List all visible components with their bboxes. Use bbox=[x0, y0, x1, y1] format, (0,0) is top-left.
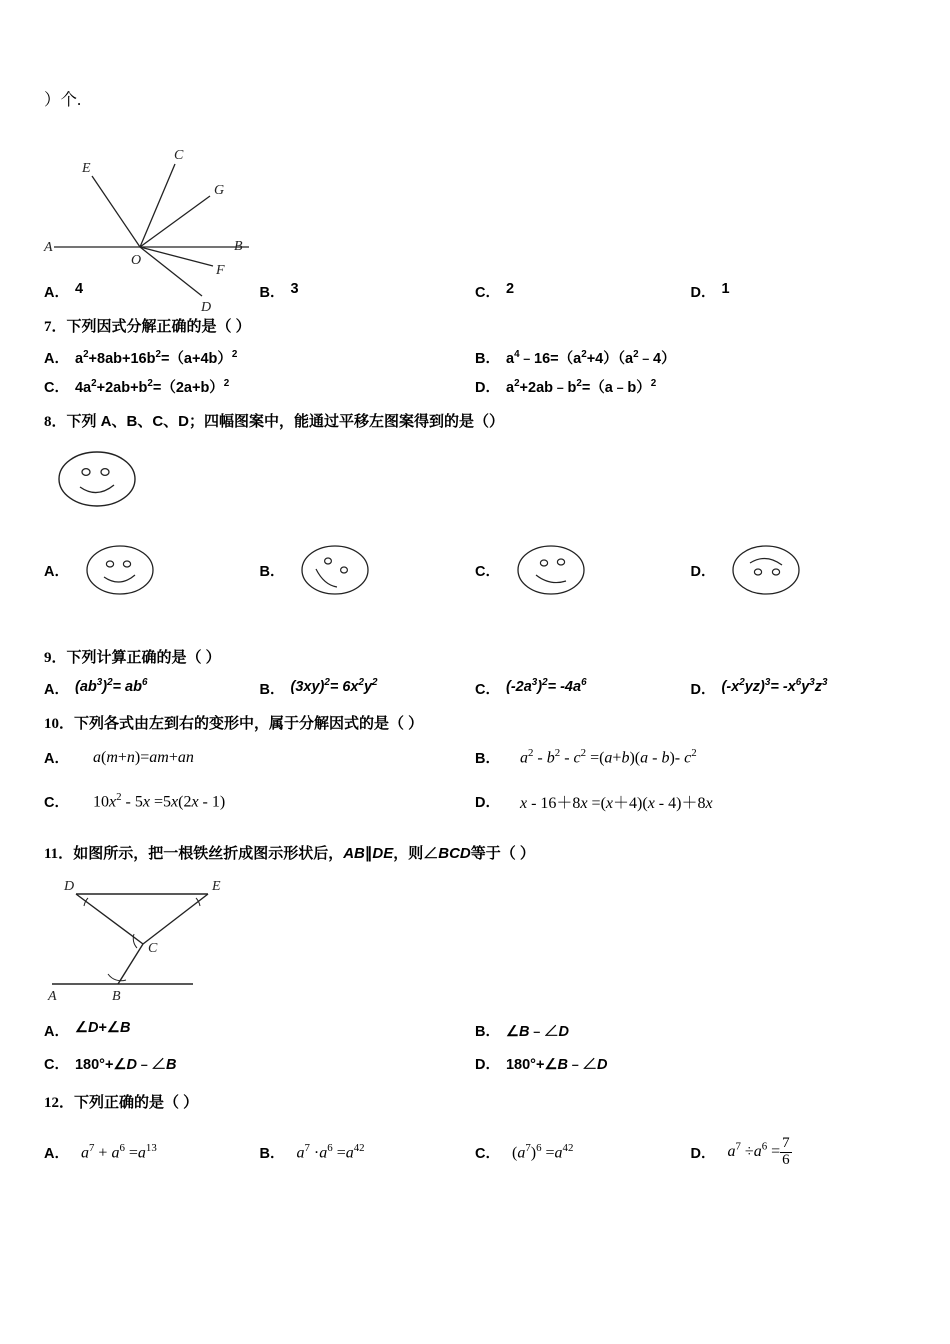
q11-option-a-text: ∠D+∠B bbox=[74, 1019, 131, 1036]
q10-option-c[interactable] bbox=[44, 791, 475, 812]
q10-option-d[interactable] bbox=[475, 790, 906, 813]
q10-number: 10． bbox=[44, 715, 75, 732]
q8-stem-text: 下列 A、B、C、D；四幅图案中，能通过平移左图案得到的是（） bbox=[66, 412, 505, 430]
q7-option-c-text: $4a^2+2ab+b^2=(2a+b)^2$ bbox=[74, 377, 230, 396]
q9-option-d[interactable] bbox=[691, 678, 907, 699]
q12-option-a[interactable] bbox=[44, 1142, 260, 1163]
smiley-b-icon bbox=[292, 537, 378, 603]
q9-option-d-text: $(-x^2yz)^3= -x^6y^3z^3$ bbox=[721, 677, 828, 696]
q11-option-c-text: 180°+∠D﹣∠B bbox=[74, 1056, 177, 1073]
q8-number: 8． bbox=[44, 413, 67, 430]
svg-text:E: E bbox=[212, 878, 221, 894]
svg-text:C: C bbox=[174, 148, 184, 163]
q12-option-c[interactable] bbox=[475, 1142, 691, 1163]
q9-option-b-label: B． bbox=[259, 681, 285, 698]
q9-option-b[interactable] bbox=[260, 678, 476, 699]
q8-reference-smiley bbox=[44, 441, 906, 519]
smiley-a-icon bbox=[77, 537, 163, 603]
q12-option-c-label: C． bbox=[475, 1145, 500, 1162]
q11-stem-text: 如图所示，把一根铁丝折成图示形状后，AB∥DE，则∠BCD等于（ ） bbox=[73, 845, 535, 862]
q6-option-b-text: 3 bbox=[290, 281, 299, 297]
svg-text:A: A bbox=[44, 240, 53, 255]
q12-fraction-numerator: 7 bbox=[782, 1135, 790, 1151]
svg-text:D: D bbox=[64, 878, 75, 894]
q8-option-d-label: D． bbox=[690, 563, 716, 580]
q11-option-b-label: B． bbox=[475, 1023, 500, 1040]
q6-option-a-label: A． bbox=[44, 285, 69, 301]
q12-fraction-denominator: 6 bbox=[782, 1151, 790, 1168]
q12-option-b-label: B． bbox=[259, 1145, 285, 1162]
q9-option-b-text: $(3xy)^2= 6x^2y^2$ bbox=[290, 677, 378, 696]
q11-number: 11． bbox=[44, 846, 74, 862]
q7-option-c[interactable] bbox=[44, 376, 475, 397]
exam-content bbox=[44, 86, 906, 1169]
q8-option-a[interactable] bbox=[44, 537, 260, 603]
q11-option-d[interactable] bbox=[475, 1053, 906, 1074]
q10-option-d-text: x - 16＋8x =(x＋4)(x - 4)＋8x bbox=[519, 795, 713, 812]
svg-text:C: C bbox=[148, 940, 158, 956]
q11-options-row1 bbox=[44, 1020, 906, 1041]
q6-option-c-label: C． bbox=[475, 285, 500, 301]
q12-option-c-text: $(a^7)^6 =a^{42}$ bbox=[511, 1142, 574, 1162]
q6-option-b-label: B． bbox=[259, 285, 285, 301]
q7-number: 7． bbox=[44, 319, 67, 335]
q8-option-b[interactable] bbox=[260, 537, 476, 603]
q12-option-b[interactable] bbox=[260, 1142, 476, 1163]
q6-option-a-text: 4 bbox=[74, 281, 84, 297]
q10-stem bbox=[44, 713, 906, 736]
q9-option-c[interactable] bbox=[475, 678, 691, 699]
q10-option-b-label: B． bbox=[475, 751, 500, 767]
q11-option-b[interactable] bbox=[475, 1020, 906, 1041]
q9-stem bbox=[44, 647, 906, 670]
q12-stem-text: 下列正确的是（ ） bbox=[74, 1093, 199, 1111]
q9-option-c-label: C． bbox=[475, 681, 500, 698]
q10-option-a[interactable] bbox=[44, 747, 475, 768]
q10-option-d-label: D． bbox=[475, 795, 500, 811]
q7-option-d-label: D． bbox=[475, 379, 500, 396]
q12-number: 12． bbox=[44, 1094, 75, 1111]
q12-option-b-text: $a^7 \cdot a^6 =a^{42}$ bbox=[296, 1142, 365, 1162]
q10-option-b[interactable] bbox=[475, 747, 906, 768]
q10-options-row2 bbox=[44, 790, 906, 813]
q8-option-c-label: C． bbox=[475, 563, 500, 580]
smiley-c-icon bbox=[508, 537, 594, 603]
svg-text:B: B bbox=[112, 988, 121, 1004]
q7-option-a-label: A． bbox=[44, 350, 69, 367]
svg-text:D: D bbox=[201, 300, 212, 315]
angle-rays-figure bbox=[44, 114, 906, 315]
q10-option-b-text: $a^2 - b^2 - c^2 =(a+b)(a - b)-$ $c^2$ bbox=[519, 747, 697, 767]
q9-stem-text: 下列计算正确的是（ ） bbox=[66, 649, 221, 666]
q7-option-c-label: C． bbox=[44, 379, 69, 396]
q11-option-c[interactable] bbox=[44, 1053, 475, 1074]
q7-option-b-text: $a^4﹣16=(a^2+4)(a^2﹣4)$ bbox=[505, 348, 676, 367]
q12-option-a-text: $a^7 + a^6 =a^{13}$ bbox=[80, 1142, 157, 1162]
q11-option-a-label: A． bbox=[44, 1023, 69, 1040]
q7-options-row2 bbox=[44, 376, 906, 397]
q8-option-d[interactable] bbox=[691, 537, 907, 603]
smiley-d-icon bbox=[723, 537, 809, 603]
bent-wire-figure bbox=[44, 876, 906, 1006]
q10-option-c-label: C． bbox=[44, 795, 69, 811]
q11-option-a[interactable] bbox=[44, 1020, 475, 1041]
q8-options bbox=[44, 537, 906, 603]
q12-option-d-text: $a^7 \div a^6$ = $\frac{7}{6}$ bbox=[727, 1135, 790, 1168]
q11-option-b-text: ∠B﹣∠D bbox=[505, 1023, 569, 1040]
q11-option-c-label: C． bbox=[44, 1056, 69, 1073]
q9-option-c-text: $(-2a^3)^2= -4a^6$ bbox=[505, 677, 587, 696]
q10-option-a-text: a(m+n)=am+an bbox=[92, 748, 194, 766]
q11-options-row2 bbox=[44, 1053, 906, 1074]
q9-number: 9． bbox=[44, 650, 67, 666]
q6-option-d-text: 1 bbox=[721, 281, 730, 297]
q10-stem-text: 下列各式由左到右的变形中，属于分解因式的是（ ） bbox=[74, 714, 424, 732]
q7-option-b[interactable] bbox=[475, 347, 906, 368]
q12-stem bbox=[44, 1092, 906, 1115]
q11-option-d-label: D． bbox=[475, 1056, 500, 1073]
q9-option-a-text: $(ab^3)^2= ab^6$ bbox=[74, 677, 148, 696]
q7-option-a[interactable] bbox=[44, 347, 475, 368]
svg-text:G: G bbox=[214, 183, 225, 198]
q6-option-c-text: 2 bbox=[505, 281, 515, 297]
q7-option-d[interactable] bbox=[475, 376, 906, 397]
q7-stem-text: 下列因式分解正确的是（ ） bbox=[66, 318, 251, 335]
q12-option-d[interactable] bbox=[691, 1136, 907, 1169]
svg-text:B: B bbox=[234, 239, 243, 254]
svg-text:O: O bbox=[131, 253, 142, 268]
q7-options-row1 bbox=[44, 347, 906, 368]
q12-option-a-label: A． bbox=[44, 1145, 69, 1162]
svg-text:E: E bbox=[82, 161, 91, 176]
q9-option-d-label: D． bbox=[690, 681, 716, 698]
q9-options bbox=[44, 678, 906, 699]
q10-option-a-label: A． bbox=[44, 751, 69, 767]
q10-options-row1 bbox=[44, 747, 906, 768]
q9-option-a[interactable] bbox=[44, 678, 260, 699]
q10-option-c-text: $10x^2 - 5x =5x(2x - 1)$ bbox=[92, 791, 226, 811]
q12-option-d-label: D． bbox=[690, 1145, 716, 1162]
svg-text:A: A bbox=[48, 988, 57, 1004]
q7-option-a-text: $a^2+8ab+16b^2=(a+4b)^2$ bbox=[74, 348, 238, 367]
q6-option-d-label: D． bbox=[690, 285, 716, 301]
svg-text:F: F bbox=[216, 263, 225, 278]
q9-option-a-label: A． bbox=[44, 681, 69, 698]
q8-option-a-label: A． bbox=[44, 563, 69, 580]
q8-option-c[interactable] bbox=[475, 537, 691, 603]
q11-option-d-text: 180°+∠B﹣∠D bbox=[505, 1056, 608, 1073]
q12-options bbox=[44, 1136, 906, 1169]
q7-stem bbox=[44, 316, 906, 339]
q8-option-b-label: B． bbox=[259, 563, 285, 580]
q7-option-d-text: $a^2+2ab﹣b^2=(a﹣b)^2$ bbox=[505, 377, 657, 396]
fragment-top-text: ）个. bbox=[44, 90, 82, 109]
q8-stem bbox=[44, 411, 906, 434]
q11-stem bbox=[44, 843, 906, 866]
q7-option-b-label: B． bbox=[475, 350, 500, 367]
